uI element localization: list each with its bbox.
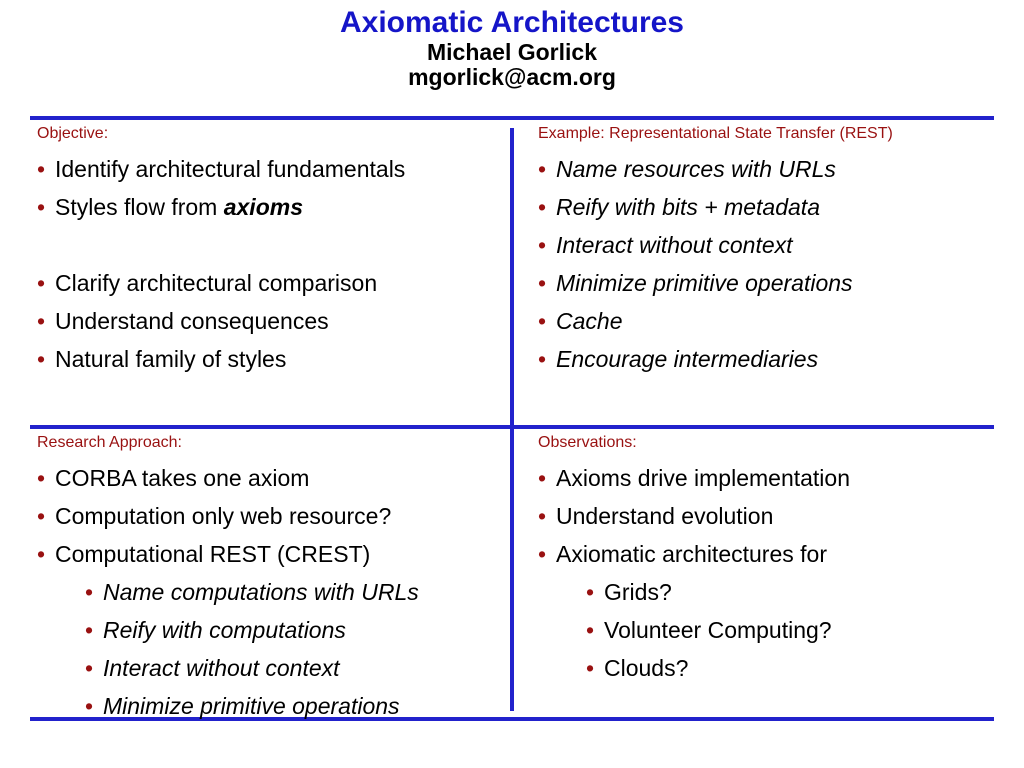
bullet-icon: • — [37, 465, 46, 491]
list-item: • Computational REST (CREST) — [37, 535, 419, 573]
bullet-icon: • — [37, 346, 46, 372]
sub-list-item: • Name computations with URLs — [37, 573, 419, 611]
list-item: • Axioms drive implementation — [538, 459, 850, 497]
slide-title: Axiomatic Architectures — [339, 6, 684, 39]
list-item: • Understand evolution — [538, 497, 850, 535]
bullet-icon: • — [37, 541, 46, 567]
observations-list — [538, 459, 850, 687]
observations-section — [538, 433, 850, 687]
bullet-icon: • — [538, 308, 547, 334]
list-item: • Natural family of styles — [37, 340, 405, 378]
example-list — [538, 150, 893, 378]
list-item: • Understand consequences — [37, 302, 405, 340]
bullet-icon: • — [37, 156, 46, 182]
author-name: Michael Gorlick — [426, 39, 597, 65]
bullet-icon: • — [538, 156, 547, 182]
objective-list — [37, 150, 405, 378]
bullet-icon: • — [85, 655, 94, 681]
sub-list-item: • Volunteer Computing? — [538, 611, 850, 649]
list-item: • Identify architectural fundamentals — [37, 150, 405, 188]
sub-list-item: • Reify with computations — [37, 611, 419, 649]
bullet-icon: • — [538, 270, 547, 296]
author-email: mgorlick@acm.org — [408, 64, 616, 90]
list-item: • Styles flow from axioms — [37, 188, 405, 226]
top-divider — [30, 116, 994, 120]
observations-heading: Observations: — [538, 434, 637, 451]
bullet-icon: • — [85, 617, 94, 643]
research-section — [37, 433, 419, 725]
objective-section — [37, 124, 405, 378]
bullet-icon: • — [538, 465, 547, 491]
list-item: • Reify with bits + metadata — [538, 188, 893, 226]
bullet-icon: • — [586, 617, 595, 643]
sub-list-item: • Minimize primitive operations — [37, 687, 419, 725]
sub-list-item: • Grids? — [538, 573, 850, 611]
list-item: • Computation only web resource? — [37, 497, 419, 535]
bullet-icon: • — [37, 308, 46, 334]
list-item: • Interact without context — [538, 226, 893, 264]
list-item: • Minimize primitive operations — [538, 264, 893, 302]
bullet-icon: • — [37, 503, 46, 529]
list-item: • CORBA takes one axiom — [37, 459, 419, 497]
research-heading: Research Approach: — [37, 434, 182, 451]
list-item: • Encourage intermediaries — [538, 340, 893, 378]
list-item: • Name resources with URLs — [538, 150, 893, 188]
bullet-icon: • — [538, 346, 547, 372]
bullet-icon: • — [37, 194, 46, 220]
list-item: • Axiomatic architectures for — [538, 535, 850, 573]
bullet-icon: • — [538, 541, 547, 567]
bullet-icon: • — [586, 655, 595, 681]
list-item: • Cache — [538, 302, 893, 340]
bullet-icon: • — [538, 232, 547, 258]
bullet-icon: • — [586, 579, 595, 605]
center-divider — [510, 128, 514, 711]
sub-list-item: • Clouds? — [538, 649, 850, 687]
example-section — [538, 124, 893, 378]
sub-list-item: • Interact without context — [37, 649, 419, 687]
slide-header — [0, 6, 1024, 90]
bullet-icon: • — [37, 270, 46, 296]
objective-heading: Objective: — [37, 125, 109, 142]
example-heading: Example: Representational State Transfer (REST) — [538, 125, 893, 142]
bullet-icon: • — [538, 503, 547, 529]
bullet-icon: • — [538, 194, 547, 220]
bullet-icon: • — [85, 579, 94, 605]
emphasis-text: axioms — [223, 194, 303, 220]
bullet-icon: • — [85, 693, 94, 719]
list-item: • Clarify architectural comparison — [37, 264, 405, 302]
research-list — [37, 459, 419, 725]
